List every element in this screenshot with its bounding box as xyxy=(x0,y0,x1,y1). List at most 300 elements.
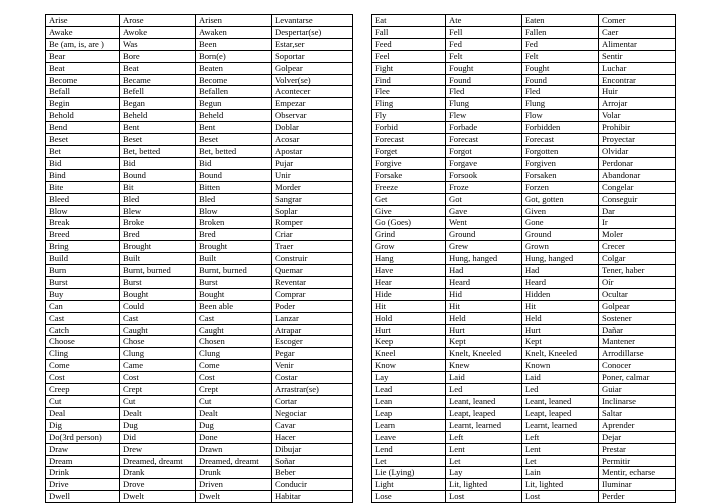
spanish-cell: Cavar xyxy=(272,419,353,431)
past-participle-cell: Beheld xyxy=(196,110,272,122)
past-simple-cell: Burst xyxy=(120,276,196,288)
table-row xyxy=(372,122,676,134)
past-simple-cell: Held xyxy=(446,312,522,324)
infinitive-cell: Bid xyxy=(46,157,120,169)
table-row xyxy=(372,15,676,27)
past-participle-cell: Broken xyxy=(196,217,272,229)
table-row xyxy=(46,145,353,157)
infinitive-cell: Bind xyxy=(46,169,120,181)
past-simple-cell: Knelt, Kneeled xyxy=(446,348,522,360)
infinitive-cell: Hear xyxy=(372,276,446,288)
infinitive-cell: Leave xyxy=(372,431,446,443)
table-row xyxy=(46,360,353,372)
past-simple-cell: Got xyxy=(446,193,522,205)
infinitive-cell: Drive xyxy=(46,479,120,491)
table-row xyxy=(372,98,676,110)
past-participle-cell: Been able xyxy=(196,300,272,312)
infinitive-cell: Blow xyxy=(46,205,120,217)
spanish-cell: Saltar xyxy=(599,407,676,419)
infinitive-cell: Fall xyxy=(372,26,446,38)
past-simple-cell: Forbade xyxy=(446,122,522,134)
infinitive-cell: Behold xyxy=(46,110,120,122)
infinitive-cell: Cost xyxy=(46,372,120,384)
past-participle-cell: Found xyxy=(522,74,599,86)
table-row xyxy=(372,455,676,467)
spanish-cell: Permitir xyxy=(599,455,676,467)
spanish-cell: Conducir xyxy=(272,479,353,491)
past-simple-cell: Forsook xyxy=(446,169,522,181)
spanish-cell: Costar xyxy=(272,372,353,384)
infinitive-cell: Bend xyxy=(46,122,120,134)
infinitive-cell: Lose xyxy=(372,491,446,503)
spanish-cell: Atrapar xyxy=(272,324,353,336)
spanish-cell: Beber xyxy=(272,467,353,479)
past-participle-cell: Ground xyxy=(522,229,599,241)
spanish-cell: Caer xyxy=(599,26,676,38)
spanish-cell: Arrastrar(se) xyxy=(272,384,353,396)
spanish-cell: Colgar xyxy=(599,253,676,265)
past-participle-cell: Bent xyxy=(196,122,272,134)
past-participle-cell: Lent xyxy=(522,443,599,455)
spanish-cell: Ir xyxy=(599,217,676,229)
past-simple-cell: Hurt xyxy=(446,324,522,336)
infinitive-cell: Feed xyxy=(372,38,446,50)
past-simple-cell: Fled xyxy=(446,86,522,98)
spanish-cell: Traer xyxy=(272,241,353,253)
past-simple-cell: Forgave xyxy=(446,157,522,169)
table-row xyxy=(46,169,353,181)
past-participle-cell: Forgiven xyxy=(522,157,599,169)
spanish-cell: Comprar xyxy=(272,288,353,300)
past-simple-cell: Learnt, learned xyxy=(446,419,522,431)
past-participle-cell: Forbidden xyxy=(522,122,599,134)
table-row xyxy=(46,110,353,122)
past-participle-cell: Dug xyxy=(196,419,272,431)
table-row xyxy=(46,205,353,217)
past-participle-cell: Burnt, burned xyxy=(196,265,272,277)
table-row xyxy=(372,407,676,419)
spanish-cell: Ocultar xyxy=(599,288,676,300)
verb-table-left xyxy=(45,14,353,503)
table-row xyxy=(372,360,676,372)
table-row xyxy=(46,336,353,348)
past-participle-cell: Learnt, learned xyxy=(522,419,599,431)
table-row xyxy=(372,157,676,169)
past-participle-cell: Cut xyxy=(196,396,272,408)
table-row xyxy=(46,241,353,253)
spanish-cell: Prohibir xyxy=(599,122,676,134)
infinitive-cell: Learn xyxy=(372,419,446,431)
past-participle-cell: Driven xyxy=(196,479,272,491)
spanish-cell: Encontrar xyxy=(599,74,676,86)
past-simple-cell: Ate xyxy=(446,15,522,27)
past-simple-cell: Had xyxy=(446,265,522,277)
spanish-cell: Dejar xyxy=(599,431,676,443)
infinitive-cell: Hurt xyxy=(372,324,446,336)
infinitive-cell: Hold xyxy=(372,312,446,324)
table-row xyxy=(46,26,353,38)
table-row xyxy=(46,312,353,324)
spanish-cell: Hacer xyxy=(272,431,353,443)
verb-table-right xyxy=(371,14,676,503)
past-participle-cell: Hurt xyxy=(522,324,599,336)
table-row xyxy=(372,74,676,86)
spanish-cell: Poder xyxy=(272,300,353,312)
past-simple-cell: Bid xyxy=(120,157,196,169)
past-simple-cell: Dwelt xyxy=(120,491,196,503)
spanish-cell: Morder xyxy=(272,181,353,193)
infinitive-cell: Forecast xyxy=(372,134,446,146)
past-participle-cell: Come xyxy=(196,360,272,372)
table-row xyxy=(46,276,353,288)
past-participle-cell: Clung xyxy=(196,348,272,360)
infinitive-cell: Fling xyxy=(372,98,446,110)
infinitive-cell: Lean xyxy=(372,396,446,408)
table-row xyxy=(372,145,676,157)
past-simple-cell: Hid xyxy=(446,288,522,300)
past-simple-cell: Forecast xyxy=(446,134,522,146)
past-simple-cell: Felt xyxy=(446,50,522,62)
infinitive-cell: Dream xyxy=(46,455,120,467)
past-participle-cell: Forgotten xyxy=(522,145,599,157)
past-simple-cell: Brought xyxy=(120,241,196,253)
spanish-cell: Soplar xyxy=(272,205,353,217)
past-simple-cell: Drove xyxy=(120,479,196,491)
infinitive-cell: Befall xyxy=(46,86,120,98)
past-participle-cell: Built xyxy=(196,253,272,265)
spanish-cell: Crecer xyxy=(599,241,676,253)
infinitive-cell: Become xyxy=(46,74,120,86)
infinitive-cell: Go (Goes) xyxy=(372,217,446,229)
infinitive-cell: Creep xyxy=(46,384,120,396)
infinitive-cell: Bet xyxy=(46,145,120,157)
infinitive-cell: Dig xyxy=(46,419,120,431)
spanish-cell: Conseguir xyxy=(599,193,676,205)
spanish-cell: Proyectar xyxy=(599,134,676,146)
infinitive-cell: Bear xyxy=(46,50,120,62)
infinitive-cell: Forsake xyxy=(372,169,446,181)
infinitive-cell: Lay xyxy=(372,372,446,384)
table-row xyxy=(46,467,353,479)
infinitive-cell: Be (am, is, are ) xyxy=(46,38,120,50)
past-participle-cell: Gone xyxy=(522,217,599,229)
infinitive-cell: Flee xyxy=(372,86,446,98)
spanish-cell: Moler xyxy=(599,229,676,241)
past-participle-cell: Knelt, Kneeled xyxy=(522,348,599,360)
infinitive-cell: Grind xyxy=(372,229,446,241)
past-simple-cell: Flew xyxy=(446,110,522,122)
table-row xyxy=(372,396,676,408)
past-simple-cell: Found xyxy=(446,74,522,86)
table-row xyxy=(372,467,676,479)
past-participle-cell: Chosen xyxy=(196,336,272,348)
infinitive-cell: Hit xyxy=(372,300,446,312)
table-row xyxy=(46,384,353,396)
table-row xyxy=(372,265,676,277)
past-simple-cell: Bought xyxy=(120,288,196,300)
infinitive-cell: Lend xyxy=(372,443,446,455)
table-row xyxy=(46,396,353,408)
past-participle-cell: Bitten xyxy=(196,181,272,193)
spanish-cell: Apostar xyxy=(272,145,353,157)
infinitive-cell: Have xyxy=(372,265,446,277)
spanish-cell: Cortar xyxy=(272,396,353,408)
table-row xyxy=(46,15,353,27)
spanish-cell: Prestar xyxy=(599,443,676,455)
infinitive-cell: Beset xyxy=(46,134,120,146)
past-participle-cell: Fought xyxy=(522,62,599,74)
past-participle-cell: Been xyxy=(196,38,272,50)
past-participle-cell: Bid xyxy=(196,157,272,169)
spanish-cell: Iluminar xyxy=(599,479,676,491)
spanish-cell: Sostener xyxy=(599,312,676,324)
table-row xyxy=(46,62,353,74)
table-row xyxy=(46,50,353,62)
infinitive-cell: Burn xyxy=(46,265,120,277)
spanish-cell: Alimentar xyxy=(599,38,676,50)
past-simple-cell: Leapt, leaped xyxy=(446,407,522,419)
past-participle-cell: Done xyxy=(196,431,272,443)
infinitive-cell: Come xyxy=(46,360,120,372)
spanish-cell: Conocer xyxy=(599,360,676,372)
past-simple-cell: Flung xyxy=(446,98,522,110)
past-simple-cell: Beheld xyxy=(120,110,196,122)
table-row xyxy=(372,479,676,491)
past-simple-cell: Built xyxy=(120,253,196,265)
table-row xyxy=(372,38,676,50)
infinitive-cell: Deal xyxy=(46,407,120,419)
past-simple-cell: Bred xyxy=(120,229,196,241)
past-participle-cell: Bled xyxy=(196,193,272,205)
spanish-cell: Dar xyxy=(599,205,676,217)
past-simple-cell: Bled xyxy=(120,193,196,205)
past-simple-cell: Lost xyxy=(446,491,522,503)
past-participle-cell: Eaten xyxy=(522,15,599,27)
table-row xyxy=(372,193,676,205)
past-participle-cell: Heard xyxy=(522,276,599,288)
past-participle-cell: Fallen xyxy=(522,26,599,38)
past-simple-cell: Crept xyxy=(120,384,196,396)
table-row xyxy=(46,300,353,312)
spanish-cell: Acontecer xyxy=(272,86,353,98)
table-row xyxy=(46,98,353,110)
table-row xyxy=(372,324,676,336)
table-row xyxy=(46,479,353,491)
past-participle-cell: Forsaken xyxy=(522,169,599,181)
past-participle-cell: Begun xyxy=(196,98,272,110)
spanish-cell: Habitar xyxy=(272,491,353,503)
infinitive-cell: Kneel xyxy=(372,348,446,360)
past-simple-cell: Lay xyxy=(446,467,522,479)
past-simple-cell: Broke xyxy=(120,217,196,229)
past-participle-cell: Bound xyxy=(196,169,272,181)
table-row xyxy=(372,491,676,503)
spanish-cell: Soñar xyxy=(272,455,353,467)
spanish-cell: Dañar xyxy=(599,324,676,336)
past-simple-cell: Cut xyxy=(120,396,196,408)
table-row xyxy=(46,372,353,384)
past-simple-cell: Lent xyxy=(446,443,522,455)
past-simple-cell: Gave xyxy=(446,205,522,217)
spanish-cell: Sentir xyxy=(599,50,676,62)
spanish-cell: Poner, calmar xyxy=(599,372,676,384)
past-participle-cell: Cast xyxy=(196,312,272,324)
past-simple-cell: Dreamed, dreamt xyxy=(120,455,196,467)
spanish-cell: Inclinarse xyxy=(599,396,676,408)
past-participle-cell: Cost xyxy=(196,372,272,384)
table-row xyxy=(46,253,353,265)
table-row xyxy=(372,229,676,241)
past-participle-cell: Hidden xyxy=(522,288,599,300)
past-participle-cell: Hung, hanged xyxy=(522,253,599,265)
spanish-cell: Arrodillarse xyxy=(599,348,676,360)
past-simple-cell: Leant, leaned xyxy=(446,396,522,408)
past-simple-cell: Lit, lighted xyxy=(446,479,522,491)
spanish-cell: Golpear xyxy=(272,62,353,74)
past-simple-cell: Dug xyxy=(120,419,196,431)
past-participle-cell: Crept xyxy=(196,384,272,396)
past-participle-cell: Beset xyxy=(196,134,272,146)
infinitive-cell: Build xyxy=(46,253,120,265)
past-simple-cell: Kept xyxy=(446,336,522,348)
infinitive-cell: Drink xyxy=(46,467,120,479)
past-participle-cell: Blow xyxy=(196,205,272,217)
spanish-cell: Mentir, echarse xyxy=(599,467,676,479)
table-row xyxy=(372,253,676,265)
past-simple-cell: Bent xyxy=(120,122,196,134)
spanish-cell: Romper xyxy=(272,217,353,229)
past-simple-cell: Came xyxy=(120,360,196,372)
infinitive-cell: Feel xyxy=(372,50,446,62)
past-participle-cell: Forecast xyxy=(522,134,599,146)
spanish-cell: Criar xyxy=(272,229,353,241)
past-participle-cell: Arisen xyxy=(196,15,272,27)
past-simple-cell: Went xyxy=(446,217,522,229)
past-participle-cell: Known xyxy=(522,360,599,372)
table-row xyxy=(46,193,353,205)
infinitive-cell: Bite xyxy=(46,181,120,193)
past-participle-cell: Hit xyxy=(522,300,599,312)
infinitive-cell: Dwell xyxy=(46,491,120,503)
table-row xyxy=(46,443,353,455)
past-participle-cell: Had xyxy=(522,265,599,277)
table-row xyxy=(46,491,353,503)
past-participle-cell: Lost xyxy=(522,491,599,503)
past-simple-cell: Blew xyxy=(120,205,196,217)
spanish-cell: Aprender xyxy=(599,419,676,431)
spanish-cell: Volver(se) xyxy=(272,74,353,86)
past-participle-cell: Forzen xyxy=(522,181,599,193)
past-simple-cell: Bound xyxy=(120,169,196,181)
past-participle-cell: Brought xyxy=(196,241,272,253)
past-participle-cell: Dreamed, dreamt xyxy=(196,455,272,467)
infinitive-cell: Forbid xyxy=(372,122,446,134)
spanish-cell: Reventar xyxy=(272,276,353,288)
table-row xyxy=(372,86,676,98)
past-participle-cell: Beaten xyxy=(196,62,272,74)
past-simple-cell: Drew xyxy=(120,443,196,455)
past-simple-cell: Fed xyxy=(446,38,522,50)
past-simple-cell: Led xyxy=(446,384,522,396)
infinitive-cell: Know xyxy=(372,360,446,372)
past-simple-cell: Was xyxy=(120,38,196,50)
past-participle-cell: Got, gotten xyxy=(522,193,599,205)
spanish-cell: Levantarse xyxy=(272,15,353,27)
infinitive-cell: Breed xyxy=(46,229,120,241)
infinitive-cell: Find xyxy=(372,74,446,86)
table-row xyxy=(372,443,676,455)
past-simple-cell: Burnt, burned xyxy=(120,265,196,277)
past-simple-cell: Drank xyxy=(120,467,196,479)
spanish-cell: Perdonar xyxy=(599,157,676,169)
infinitive-cell: Choose xyxy=(46,336,120,348)
infinitive-cell: Forgive xyxy=(372,157,446,169)
table-row xyxy=(372,26,676,38)
past-simple-cell: Caught xyxy=(120,324,196,336)
spanish-cell: Pujar xyxy=(272,157,353,169)
infinitive-cell: Let xyxy=(372,455,446,467)
infinitive-cell: Hide xyxy=(372,288,446,300)
table-row xyxy=(372,384,676,396)
table-row xyxy=(46,217,353,229)
spanish-cell: Abandonar xyxy=(599,169,676,181)
spanish-cell: Lanzar xyxy=(272,312,353,324)
past-simple-cell: Began xyxy=(120,98,196,110)
infinitive-cell: Get xyxy=(372,193,446,205)
past-participle-cell: Grown xyxy=(522,241,599,253)
past-participle-cell: Befallen xyxy=(196,86,272,98)
spanish-cell: Observar xyxy=(272,110,353,122)
infinitive-cell: Arise xyxy=(46,15,120,27)
infinitive-cell: Forget xyxy=(372,145,446,157)
table-row xyxy=(372,134,676,146)
infinitive-cell: Light xyxy=(372,479,446,491)
table-row xyxy=(372,348,676,360)
past-participle-cell: Laid xyxy=(522,372,599,384)
infinitive-cell: Grow xyxy=(372,241,446,253)
table-row xyxy=(46,157,353,169)
past-participle-cell: Leapt, leaped xyxy=(522,407,599,419)
spanish-cell: Huir xyxy=(599,86,676,98)
spanish-cell: Sangrar xyxy=(272,193,353,205)
spanish-cell: Congelar xyxy=(599,181,676,193)
table-row xyxy=(372,276,676,288)
past-simple-cell: Did xyxy=(120,431,196,443)
table-row xyxy=(46,229,353,241)
infinitive-cell: Catch xyxy=(46,324,120,336)
past-participle-cell: Become xyxy=(196,74,272,86)
infinitive-cell: Fly xyxy=(372,110,446,122)
past-simple-cell: Hung, hanged xyxy=(446,253,522,265)
past-participle-cell: Given xyxy=(522,205,599,217)
infinitive-cell: Break xyxy=(46,217,120,229)
table-row xyxy=(372,288,676,300)
past-simple-cell: Ground xyxy=(446,229,522,241)
past-simple-cell: Cost xyxy=(120,372,196,384)
table-row xyxy=(372,336,676,348)
past-simple-cell: Fought xyxy=(446,62,522,74)
past-participle-cell: Fled xyxy=(522,86,599,98)
infinitive-cell: Can xyxy=(46,300,120,312)
spanish-cell: Dibujar xyxy=(272,443,353,455)
past-simple-cell: Beset xyxy=(120,134,196,146)
spanish-cell: Despertar(se) xyxy=(272,26,353,38)
table-row xyxy=(372,241,676,253)
table-row xyxy=(46,181,353,193)
spanish-cell: Guiar xyxy=(599,384,676,396)
past-participle-cell: Drunk xyxy=(196,467,272,479)
infinitive-cell: Lead xyxy=(372,384,446,396)
